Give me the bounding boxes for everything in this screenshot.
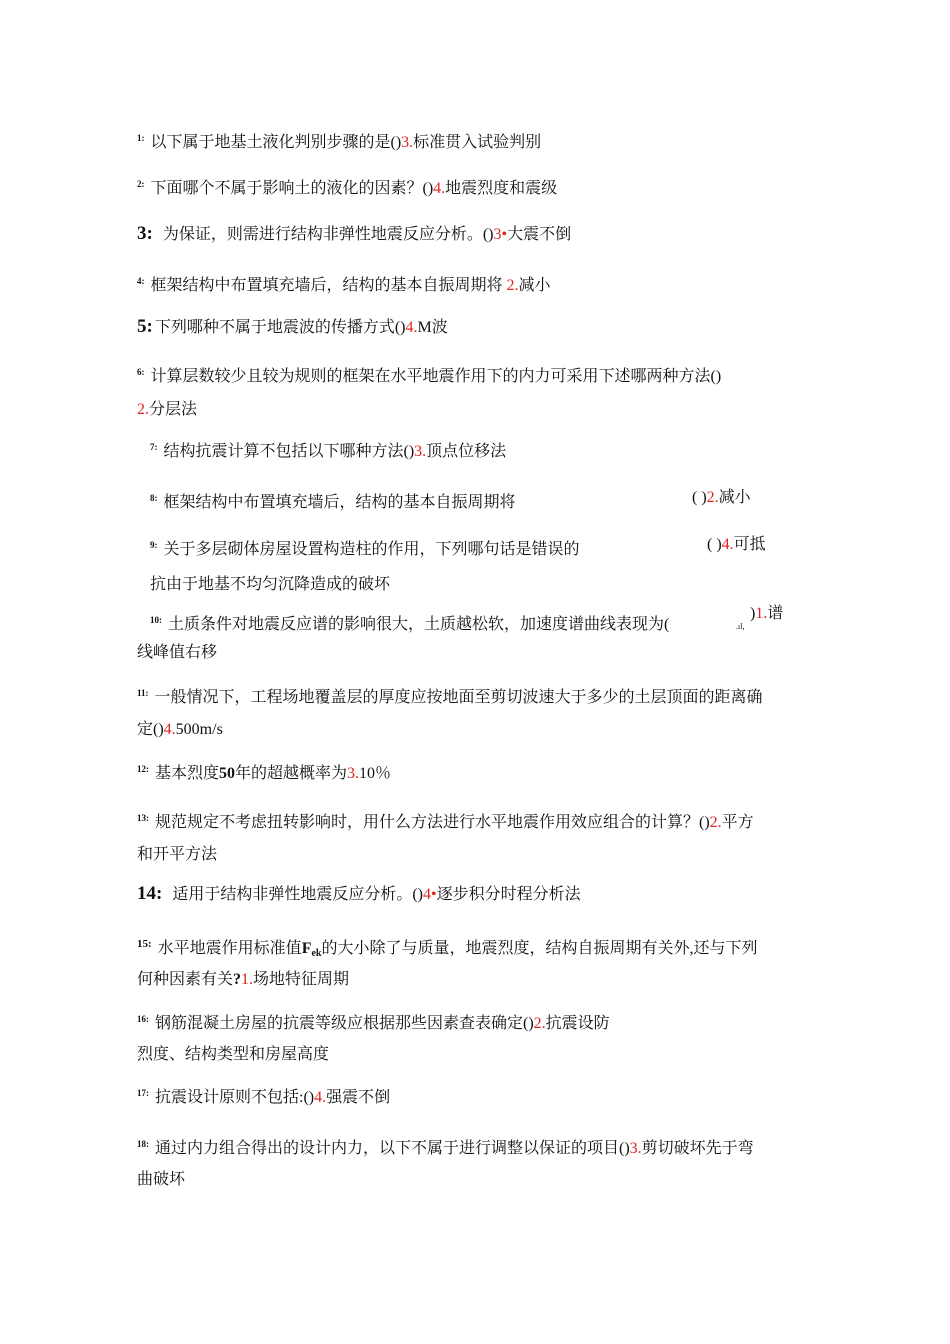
question-text: 以下属于地基土液化判别步骤的是() xyxy=(150,134,402,151)
question-text: 计算层数较少且较为规则的框架在水平地震作用下的内力可采用下述哪两种方法() xyxy=(150,368,722,385)
answer-text: 场地特征周期 xyxy=(253,971,350,988)
answer-text-continued: 抗由于地基不均匀沉降造成的破坏 xyxy=(150,576,391,593)
answer-text-continued: 和开平方法 xyxy=(137,846,218,863)
answer-text: 强震不倒 xyxy=(326,1089,391,1106)
answer-text: 顶点位移法 xyxy=(426,443,507,460)
question-text: 框架结构中布置填充墙后，结构的基本自振周期将 xyxy=(150,277,503,294)
question-text: 年的超越概率为 xyxy=(235,765,348,782)
answer-text: 分层法 xyxy=(149,401,198,418)
answer-paren: ( ) xyxy=(692,489,707,506)
question-10-mark xyxy=(736,622,744,632)
question-4 xyxy=(137,271,551,296)
question-number: 8: xyxy=(150,493,158,503)
answer-text: 500m/s xyxy=(175,721,223,738)
question-text: 结构抗震计算不包括以下哪种方法() xyxy=(163,443,415,460)
answer-text: 地震烈度和震级 xyxy=(445,180,558,197)
answer-text: 大震不倒 xyxy=(507,226,572,243)
question-text: 水平地震作用标准值 xyxy=(157,940,302,957)
question-bold-number: 50 xyxy=(219,765,236,782)
question-text: 一般情况下，工程场地覆盖层的厚度应按地面至剪切波速大于多少的土层顶面的距离确 xyxy=(154,689,763,706)
question-text: 关于多层砌体房屋设置构造柱的作用，下列哪句话是错误的 xyxy=(163,541,580,558)
question-10-answer xyxy=(750,604,783,624)
answer-paren-close: ) xyxy=(750,605,756,622)
question-number: 16: xyxy=(137,1014,149,1024)
question-11-continuation xyxy=(137,720,223,740)
question-number: 9: xyxy=(150,540,158,550)
answer-text: 逐步积分时程分析法 xyxy=(436,886,581,903)
question-3 xyxy=(137,224,571,245)
answer-paren: ( ) xyxy=(707,536,722,553)
answer-number: 3. xyxy=(347,765,360,782)
answer-text: 可抵 xyxy=(733,536,766,553)
question-number: 4: xyxy=(137,276,145,286)
question-16 xyxy=(137,1009,610,1034)
question-text: 抗震设计原则不包括:() xyxy=(155,1089,315,1106)
answer-number: 3. xyxy=(629,1140,642,1157)
question-12 xyxy=(137,759,391,784)
question-number: 15: xyxy=(137,938,152,950)
question-text: 基本烈度 xyxy=(155,765,220,782)
question-text: 钢筋混凝土房屋的抗震等级应根据那些因素查表确定() xyxy=(155,1015,534,1032)
question-10 xyxy=(150,610,669,635)
answer-number: 3• xyxy=(493,226,508,243)
answer-text: 10％ xyxy=(359,765,392,782)
question-17 xyxy=(137,1083,390,1108)
question-number: 18: xyxy=(137,1139,149,1149)
answer-text: M波 xyxy=(417,319,448,336)
answer-text-continued: 线峰值右移 xyxy=(137,644,218,661)
answer-number: 4• xyxy=(423,886,437,903)
question-number: 12: xyxy=(137,764,149,774)
answer-number: 2. xyxy=(533,1015,546,1032)
question-9 xyxy=(150,535,580,560)
question-number: 11: xyxy=(137,688,149,698)
question-number: 14: xyxy=(137,883,163,904)
answer-number: 2. xyxy=(706,489,719,506)
answer-number: 2. xyxy=(137,401,149,418)
question-text: 下列哪种不属于地震波的传播方式() xyxy=(154,319,406,336)
question-text: 适用于结构非弹性地震反应分析。() xyxy=(172,886,423,903)
answer-number: 2. xyxy=(709,814,722,831)
answer-text: 减小 xyxy=(718,489,751,506)
question-18 xyxy=(137,1134,754,1159)
question-11 xyxy=(137,683,763,708)
question-5 xyxy=(137,317,448,338)
answer-text: 减小 xyxy=(518,277,551,294)
question-14 xyxy=(137,884,581,905)
answer-number: 4. xyxy=(721,536,734,553)
answer-number: 3. xyxy=(401,134,414,151)
question-text: 的大小除了与质量，地震烈度，结构自振周期有关外,还与下列 xyxy=(321,940,758,957)
question-number: 13: xyxy=(137,813,149,823)
answer-number: 4. xyxy=(163,721,176,738)
question-8 xyxy=(150,488,516,513)
question-number: 6: xyxy=(137,367,145,377)
question-text: 通过内力组合得出的设计内力，以下不属于进行调整以保证的项目() xyxy=(155,1140,630,1157)
force-subscript: ek xyxy=(311,948,322,959)
question-18-continuation xyxy=(137,1170,185,1190)
question-1 xyxy=(137,128,541,153)
question-7 xyxy=(150,437,506,462)
question-text: 框架结构中布置填充墙后，结构的基本自振周期将 xyxy=(163,494,516,511)
question-number: 2: xyxy=(137,179,145,189)
question-number: 3: xyxy=(137,223,153,244)
force-symbol: F xyxy=(301,940,312,957)
question-15 xyxy=(137,934,757,964)
answer-text: 平方 xyxy=(721,814,754,831)
question-15-continuation xyxy=(137,970,349,990)
question-text: 规范规定不考虑扭转影响时，用什么方法进行水平地震作用效应组合的计算？() xyxy=(155,814,710,831)
answer-text: 标准贯入试验判别 xyxy=(413,134,542,151)
question-text: 为保证，则需进行结构非弹性地震反应分析。() xyxy=(162,226,494,243)
answer-number: 4. xyxy=(433,180,446,197)
answer-number: 4. xyxy=(314,1089,327,1106)
answer-text: 谱 xyxy=(767,605,784,622)
question-mark: ? xyxy=(233,971,242,988)
question-10-continuation xyxy=(137,643,217,663)
question-9-continuation xyxy=(150,575,390,595)
glyph-mark: .ıl, xyxy=(736,622,745,631)
answer-text: 抗震设防 xyxy=(545,1015,610,1032)
answer-text-continued: 烈度、结构类型和房屋高度 xyxy=(137,1046,330,1063)
answer-number: 4. xyxy=(405,319,418,336)
question-text: 下面哪个不属于影响土的液化的因素？() xyxy=(150,180,434,197)
answer-number: 1. xyxy=(755,605,768,622)
question-text-continued: 何种因素有关 xyxy=(137,971,234,988)
question-6 xyxy=(137,362,721,387)
question-text-continued: 定() xyxy=(137,721,164,738)
answer-text: 剪切破坏先于弯 xyxy=(641,1140,754,1157)
answer-number: 1. xyxy=(241,971,254,988)
question-number: 17: xyxy=(137,1088,149,1098)
question-number: 5: xyxy=(137,316,153,337)
question-13-continuation xyxy=(137,845,217,865)
question-16-continuation xyxy=(137,1045,329,1065)
question-6-answer xyxy=(137,400,197,420)
question-13 xyxy=(137,808,754,833)
question-9-answer xyxy=(707,535,766,555)
answer-text-continued: 曲破坏 xyxy=(137,1171,186,1188)
question-8-answer xyxy=(692,488,751,508)
question-number: 7: xyxy=(150,442,158,452)
question-text: 土质条件对地震反应谱的影响很大，土质越松软，加速度谱曲线表现为( xyxy=(168,616,670,633)
question-number: 1: xyxy=(137,133,145,143)
question-2 xyxy=(137,174,557,199)
answer-number: 2. xyxy=(506,277,519,294)
question-number: 10: xyxy=(150,615,162,625)
answer-number: 3. xyxy=(414,443,427,460)
